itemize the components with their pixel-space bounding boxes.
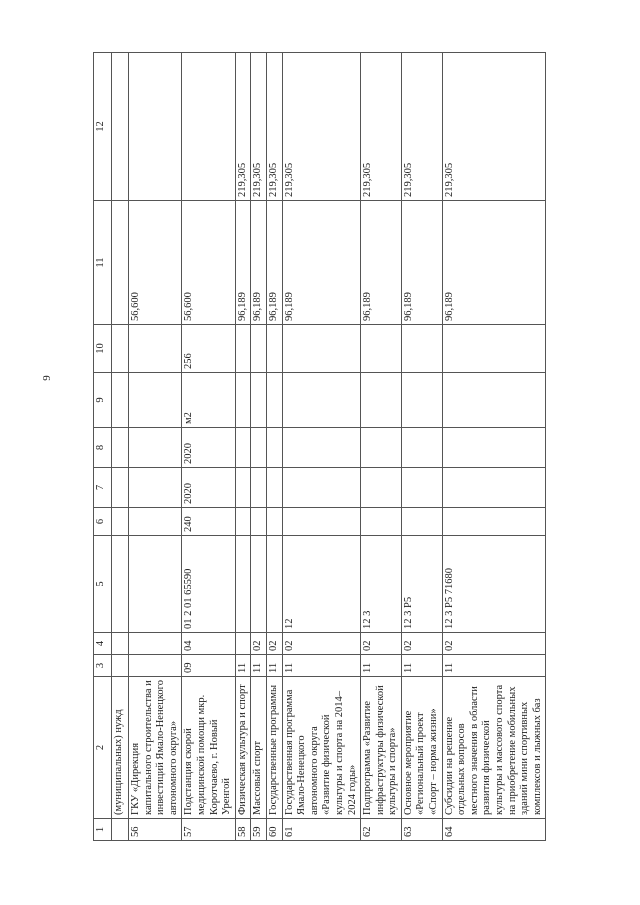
cell-c4: 02 xyxy=(251,633,267,655)
cell-c5: 12 3 xyxy=(361,536,402,633)
cell-n: 59 xyxy=(251,819,267,841)
cell-c12: 219,305 xyxy=(235,53,251,201)
header-cell: 7 xyxy=(94,468,112,508)
cell-c12: 219,305 xyxy=(282,53,361,201)
cell-c12: 219,305 xyxy=(442,53,546,201)
cell-c3: 11 xyxy=(442,655,546,677)
cell-c7 xyxy=(235,468,251,508)
cell-c4: 02 xyxy=(266,633,282,655)
cell-c11: 96,189 xyxy=(282,201,361,325)
cell-c7: 2020 xyxy=(182,468,235,508)
cell-name: Массовый спорт xyxy=(251,677,267,819)
cell-c8 xyxy=(401,428,442,468)
cell-n: 60 xyxy=(266,819,282,841)
table-row xyxy=(442,53,546,841)
cell-n: 64 xyxy=(442,819,546,841)
cell-c10 xyxy=(442,325,546,373)
cell-c11: 96,189 xyxy=(251,201,267,325)
cell-n: 62 xyxy=(361,819,402,841)
cell-c5 xyxy=(266,536,282,633)
cell-c3: 11 xyxy=(401,655,442,677)
header-cell: 9 xyxy=(94,373,112,428)
cell-c7 xyxy=(361,468,402,508)
cell-c7 xyxy=(251,468,267,508)
cell-c5: 01 2 01 65590 xyxy=(182,536,235,633)
cell-c5 xyxy=(129,536,182,633)
table-row xyxy=(129,53,182,841)
continuation-row xyxy=(112,53,129,841)
cell-c3: 11 xyxy=(251,655,267,677)
header-row xyxy=(94,53,112,841)
budget-table xyxy=(93,52,546,841)
cell-c9 xyxy=(129,373,182,428)
cell-c9 xyxy=(282,373,361,428)
header-cell: 6 xyxy=(94,508,112,536)
cell-c8 xyxy=(129,428,182,468)
table-row xyxy=(251,53,267,841)
cell-c11: 96,189 xyxy=(401,201,442,325)
cell-name: Физическая культура и спорт xyxy=(235,677,251,819)
cell-c3: 11 xyxy=(361,655,402,677)
cell-c9 xyxy=(361,373,402,428)
cell-c6 xyxy=(442,508,546,536)
cell-c8 xyxy=(251,428,267,468)
cell-name: ГКУ «Дирекция капитального строительства и инвестиций Ямало-Ненецкого автономного округа» xyxy=(129,677,182,819)
cell-c4 xyxy=(235,633,251,655)
cell-c9 xyxy=(251,373,267,428)
cell-c10 xyxy=(401,325,442,373)
cell-c7 xyxy=(442,468,546,508)
cell-n: 63 xyxy=(401,819,442,841)
cell-c11: 96,189 xyxy=(266,201,282,325)
cell-c5: 12 3 P5 xyxy=(401,536,442,633)
cell-n: 61 xyxy=(282,819,361,841)
cell-c3 xyxy=(129,655,182,677)
header-cell: 11 xyxy=(94,201,112,325)
cell-c6 xyxy=(129,508,182,536)
cell-c4: 02 xyxy=(361,633,402,655)
cell-c10 xyxy=(251,325,267,373)
cell-c9: м2 xyxy=(182,373,235,428)
cell-c12: 219,305 xyxy=(266,53,282,201)
cell-c4 xyxy=(129,633,182,655)
table-row xyxy=(282,53,361,841)
cell-name: Государственная программа Ямало-Ненецкого автономного округа «Развитие физической культуры и спорта на 2014–2024 годы» xyxy=(282,677,361,819)
cell-c5: 12 3 P5 71680 xyxy=(442,536,546,633)
cell-c3: 09 xyxy=(182,655,235,677)
cell-c3: 11 xyxy=(235,655,251,677)
cell-c3: 11 xyxy=(282,655,361,677)
header-cell: 8 xyxy=(94,428,112,468)
cell-c4: 02 xyxy=(401,633,442,655)
cell-c9 xyxy=(442,373,546,428)
cell-c12: 219,305 xyxy=(361,53,402,201)
cell-c4: 02 xyxy=(442,633,546,655)
cell-c6 xyxy=(266,508,282,536)
cell-c12: 219,305 xyxy=(401,53,442,201)
cell-n: 56 xyxy=(129,819,182,841)
header-cell: 4 xyxy=(94,633,112,655)
cell-c8 xyxy=(235,428,251,468)
cell-c10 xyxy=(282,325,361,373)
cell-c9 xyxy=(235,373,251,428)
header-cell: 12 xyxy=(94,53,112,201)
cell-c5: 12 xyxy=(282,536,361,633)
cell-c11: 96,189 xyxy=(442,201,546,325)
cell-c5 xyxy=(251,536,267,633)
cell-c11: 56,600 xyxy=(129,201,182,325)
cell-c5 xyxy=(235,536,251,633)
header-cell: 1 xyxy=(94,819,112,841)
cell-c6 xyxy=(361,508,402,536)
header-cell: 3 xyxy=(94,655,112,677)
cell-c8 xyxy=(361,428,402,468)
cell-name: Субсидии на решение отдельных вопросов местного значения в области развития физической культуры и массового спорта на приобретение мобильных зданий мини спортивных комплексов и лыжных баз xyxy=(442,677,546,819)
cell-c7 xyxy=(282,468,361,508)
cell-name: Государственные программы xyxy=(266,677,282,819)
table-row xyxy=(361,53,402,841)
cell-c6: 240 xyxy=(182,508,235,536)
cell-c10 xyxy=(361,325,402,373)
cell-c10 xyxy=(266,325,282,373)
cell-c6 xyxy=(401,508,442,536)
budget-table-container xyxy=(93,53,603,841)
header-cell: 2 xyxy=(94,677,112,819)
cell-c10: 256 xyxy=(182,325,235,373)
cell-name: Подстанция скорой медицинской помощи мкр. Коротчаево, г. Новый Уренгой xyxy=(182,677,235,819)
table-row xyxy=(235,53,251,841)
cell-c6 xyxy=(235,508,251,536)
cell-c6 xyxy=(251,508,267,536)
cell-c7 xyxy=(266,468,282,508)
continuation-text: (муниципальных) нужд xyxy=(112,677,129,819)
table-row xyxy=(182,53,235,841)
cell-c7 xyxy=(129,468,182,508)
header-cell: 5 xyxy=(94,536,112,633)
cell-c12 xyxy=(182,53,235,201)
page-body xyxy=(93,53,603,841)
cell-c9 xyxy=(401,373,442,428)
cell-c10 xyxy=(235,325,251,373)
cell-c7 xyxy=(401,468,442,508)
cell-c10 xyxy=(129,325,182,373)
cell-c9 xyxy=(266,373,282,428)
cell-c12 xyxy=(129,53,182,201)
cell-c8 xyxy=(282,428,361,468)
cell-c4: 02 xyxy=(282,633,361,655)
cell-c8 xyxy=(266,428,282,468)
cell-c8 xyxy=(442,428,546,468)
cell-name: Основное мероприятие «Региональный проект «Спорт – норма жизни» xyxy=(401,677,442,819)
page-number: 9 xyxy=(40,375,53,381)
table-row xyxy=(266,53,282,841)
cell-c11: 96,189 xyxy=(235,201,251,325)
cell-name: Подпрограмма «Развитие инфраструктуры физической культуры и спорта» xyxy=(361,677,402,819)
cell-c6 xyxy=(282,508,361,536)
cell-c11: 56,600 xyxy=(182,201,235,325)
cell-n: 57 xyxy=(182,819,235,841)
cell-c12: 219,305 xyxy=(251,53,267,201)
cell-c11: 96,189 xyxy=(361,201,402,325)
cell-c3: 11 xyxy=(266,655,282,677)
cell-n: 58 xyxy=(235,819,251,841)
cell-c8: 2020 xyxy=(182,428,235,468)
cell-c4: 04 xyxy=(182,633,235,655)
header-cell: 10 xyxy=(94,325,112,373)
table-row xyxy=(401,53,442,841)
